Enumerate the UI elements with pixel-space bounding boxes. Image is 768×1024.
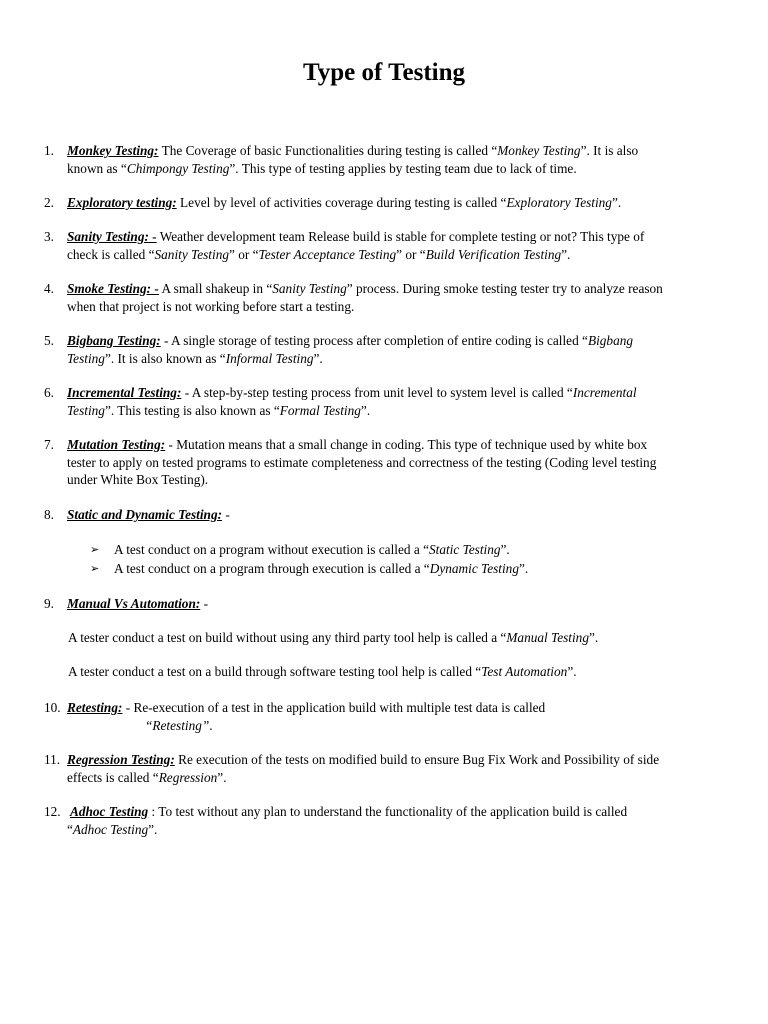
item-text: ”. — [561, 246, 571, 262]
item-number: 11. — [44, 752, 61, 767]
item-text: Level by level of activities coverage during testing is called “ — [176, 195, 507, 210]
item-term: Smoke Testing: - — [67, 281, 159, 296]
item-body — [67, 506, 757, 524]
item-italic: Exploratory Testing — [506, 195, 612, 210]
item-term: Retesting: — [67, 700, 123, 715]
item-body — [67, 384, 757, 419]
item-italic: Informal Testing — [225, 350, 314, 366]
item-italic: Sanity Testing — [272, 281, 347, 296]
item-number: 1. — [44, 143, 54, 158]
item-text: A test conduct on a program without execution is called a “ — [114, 542, 429, 557]
item-text: - A step-by-step testing process from unit level to system level is called “ — [181, 385, 573, 400]
item-term: Static and Dynamic Testing: — [67, 507, 223, 522]
item-italic: Adhoc Testing — [72, 821, 149, 837]
item-text: “ — [67, 821, 73, 837]
page-title: Type of Testing — [302, 59, 466, 86]
item-text: check is called “ — [67, 246, 155, 262]
item-text: - A single storage of testing process after completion of entire coding is called “ — [160, 333, 588, 348]
item-text: The Coverage of basic Functionalities during testing is called “ — [158, 143, 498, 158]
item-italic: Chimpongy Testing — [126, 160, 230, 176]
item-term: Adhoc Testing — [70, 804, 149, 819]
item-text: ”. — [500, 542, 510, 557]
item-body — [67, 142, 757, 177]
item-text: ”. — [217, 769, 227, 785]
item-text: ”. — [313, 350, 323, 366]
arrow-bullet-icon: ➢ — [90, 543, 100, 556]
item-italic: Bigbang — [587, 333, 634, 348]
item-italic: Testing — [67, 402, 105, 418]
item-text: - — [222, 507, 230, 522]
item-text: - Mutation means that a small change in coding. This type of technique used by white box — [165, 437, 648, 452]
item-text: A tester conduct a test on a build through software testing tool help is called “ — [68, 664, 482, 679]
item-text: when that project is not working before start a testing. — [67, 298, 355, 314]
item-body — [67, 194, 757, 212]
item-term: Exploratory testing: — [67, 195, 177, 210]
item-number: 4. — [44, 281, 54, 296]
item-body — [67, 228, 757, 263]
item-term: Mutation Testing: — [67, 437, 166, 452]
item-italic: Incremental — [572, 385, 637, 400]
item-text: ”. — [588, 630, 599, 645]
item-text: A tester conduct a test on build without using any third party tool help is called a “ — [68, 630, 507, 645]
item-body — [67, 436, 757, 489]
item-text: ”. — [518, 561, 529, 576]
item-italic: Dynamic Testing — [429, 561, 519, 576]
item-text: ” or “ — [229, 246, 259, 262]
item-number: 9. — [44, 596, 54, 611]
item-italic: Static Testing — [428, 542, 501, 557]
item-term: Sanity Testing: - — [67, 229, 157, 244]
item-body — [67, 595, 757, 613]
item-text: ”. It is also — [580, 143, 639, 158]
item-italic: Build Verification Testing — [425, 246, 562, 262]
arrow-bullet-icon: ➢ — [90, 562, 100, 575]
item-text: ”. — [567, 664, 577, 679]
item-body — [67, 332, 757, 367]
item-text: ”. This testing is also known as “ — [104, 402, 280, 418]
item-text: ”. — [148, 821, 158, 837]
item-text: Re execution of the tests on modified build to ensure Bug Fix Work and Possibility of side — [174, 752, 660, 767]
item-number: 10. — [44, 700, 61, 715]
item-number: 5. — [44, 333, 54, 348]
item-body — [67, 803, 757, 838]
paragraph — [68, 663, 758, 681]
item-text: Weather development team Release build is stable for complete testing or not? This type of — [156, 229, 645, 244]
item-term: Bigbang Testing: — [67, 333, 161, 348]
item-term: Monkey Testing: — [67, 143, 159, 158]
item-text: A small shakeup in “ — [158, 281, 273, 296]
item-body — [67, 699, 757, 734]
item-text: effects is called “ — [67, 769, 159, 785]
item-text: : To test without any plan to understand the functionality of the application build is called — [148, 804, 628, 819]
bullet-text — [114, 560, 528, 578]
item-italic: Tester Acceptance Testing — [258, 246, 397, 262]
item-text: - — [200, 596, 209, 611]
item-term: Regression Testing: — [67, 752, 175, 767]
item-number: 6. — [44, 385, 54, 400]
item-number: 8. — [44, 507, 54, 522]
item-term: Manual Vs Automation: — [67, 596, 201, 611]
item-italic: Testing — [67, 350, 105, 366]
item-italic: Monkey Testing — [497, 143, 581, 158]
item-term: Incremental Testing: — [67, 385, 182, 400]
item-italic: Sanity Testing — [154, 246, 229, 262]
item-text: tester to apply on tested programs to estimate completeness and correctness of the testing (Coding level testing — [67, 454, 657, 470]
item-text: ”. This type of testing applies by testing team due to lack of time. — [229, 160, 577, 176]
item-number: 2. — [44, 195, 54, 210]
item-italic: Regression — [158, 769, 218, 785]
paragraph — [68, 629, 758, 647]
item-text: . — [209, 717, 213, 733]
item-italic: Manual Testing — [506, 630, 589, 645]
item-number: 12. — [44, 804, 61, 819]
bullet-text — [114, 541, 510, 559]
item-italic: “Retesting” — [145, 717, 210, 733]
item-text: - Re-execution of a test in the application build with multiple test data is called — [122, 700, 546, 715]
item-italic: Formal Testing — [279, 402, 361, 418]
item-body — [67, 751, 757, 786]
item-text: ” process. During smoke testing tester try to analyze reason — [346, 281, 663, 296]
item-text: under White Box Testing). — [67, 472, 209, 487]
item-text: ” or “ — [396, 246, 426, 262]
item-text: ”. — [611, 195, 622, 210]
item-text: ”. — [360, 402, 371, 418]
item-number: 7. — [44, 437, 54, 452]
item-text: A test conduct on a program through execution is called a “ — [114, 561, 430, 576]
item-italic: Test Automation — [481, 664, 568, 679]
item-text: known as “ — [67, 160, 127, 176]
item-text: ”. It is also known as “ — [104, 350, 226, 366]
item-number: 3. — [44, 229, 54, 244]
item-body — [67, 280, 757, 315]
